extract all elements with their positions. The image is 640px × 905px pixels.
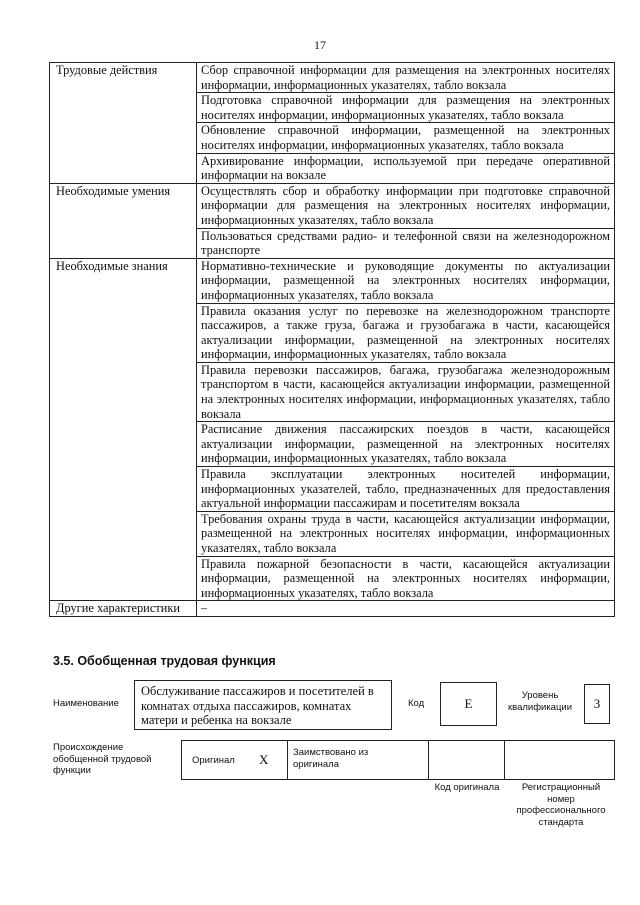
code-value: E xyxy=(464,696,473,711)
code-value-box xyxy=(440,682,497,726)
row-item: Сбор справочной информации для размещения на электронных носителях информации, информационных указателях, табло вокзала xyxy=(197,63,615,93)
row-item: Правила пожарной безопасности в части, касающейся актуализации информации, размещенной на электронных носителях информации, информационных указателях, табло вокзала xyxy=(197,556,615,601)
level-value-box xyxy=(584,684,610,724)
code-label: Код xyxy=(408,698,425,709)
table-row xyxy=(50,63,615,93)
original-mark: X xyxy=(259,752,269,767)
reg-number-caption: Регистрационный номер профессионального стандарта xyxy=(516,782,606,828)
row-item: Нормативно-технические и руководящие документы по актуализации информации, размещенной на электронных носителях информации, информационных указателях, табло вокзала xyxy=(197,258,615,303)
row-label: Необходимые умения xyxy=(50,183,197,258)
row-item: Расписание движения пассажирских поездов в части, касающейся актуализации информации, размещенной на электронных носителях информации, информационных указателях, табло вокзала xyxy=(197,422,615,467)
origin-label: Происхождение обобщенной трудовой функции xyxy=(53,742,152,776)
section-title: 3.5. Обобщенная трудовая функция xyxy=(53,654,276,668)
row-item: Правила перевозки пассажиров, багажа, грузобагажа железнодорожным транспортом в части, касающейся актуализации информации, размещенной на электронных носителях информации, информационных указателях, табло вокзала xyxy=(197,362,615,421)
row-label: Необходимые знания xyxy=(50,258,197,601)
row-label: Трудовые действия xyxy=(50,63,197,184)
row-item: – xyxy=(197,601,615,617)
page-number: 17 xyxy=(314,38,326,52)
row-item: Требования охраны труда в части, касающейся актуализации информации, размещенной на электронных носителях информации, информационных указателях, табло вокзала xyxy=(197,511,615,556)
work-functions-table xyxy=(49,62,615,617)
row-item: Правила оказания услуг по перевозке на железнодорожном транспорте пассажиров, а также груза, багажа и грузобагажа в части, касающейся актуализации информации, размещенной на электронных носителях информации, информационных указателях, табло вокзала xyxy=(197,303,615,362)
origin-divider-1 xyxy=(287,740,288,780)
name-value-box xyxy=(134,680,392,730)
code-original-caption: Код оригинала xyxy=(434,782,500,793)
row-item: Архивирование информации, используемой при передаче оперативной информации на вокзале xyxy=(197,153,615,183)
row-item: Осуществлять сбор и обработку информации при подготовке справочной информации для размещения на электронных носителях информации, информационных указателях, табло вокзала xyxy=(197,183,615,228)
row-item: Обновление справочной информации, размещенной на электронных носителях информации, информационных указателях, табло вокзала xyxy=(197,123,615,153)
table-row xyxy=(50,258,615,303)
original-label: Оригинал xyxy=(192,755,235,766)
row-item: Подготовка справочной информации для размещения на электронных носителях информации, информационных указателях, табло вокзала xyxy=(197,93,615,123)
origin-divider-2 xyxy=(428,740,429,780)
table-row xyxy=(50,601,615,617)
name-value: Обслуживание пассажиров и посетителей в комнатах отдыха пассажиров, комнатах матери и ребенка на вокзале xyxy=(141,684,374,727)
row-item: Пользоваться средствами радио- и телефонной связи на железнодорожном транспорте xyxy=(197,228,615,258)
row-label: Другие характеристики xyxy=(50,601,197,617)
level-value: 3 xyxy=(593,696,601,711)
table-row xyxy=(50,183,615,228)
name-label: Наименование xyxy=(53,698,119,709)
row-item: Правила эксплуатации электронных носителей информации, информационных указателей, табло, предназначенных для предоставления актуальной информации пассажирам и посетителям вокзала xyxy=(197,467,615,512)
origin-divider-3 xyxy=(504,740,505,780)
borrowed-label: Заимствовано из оригинала xyxy=(293,747,369,770)
level-label: Уровень квалификации xyxy=(507,690,573,713)
